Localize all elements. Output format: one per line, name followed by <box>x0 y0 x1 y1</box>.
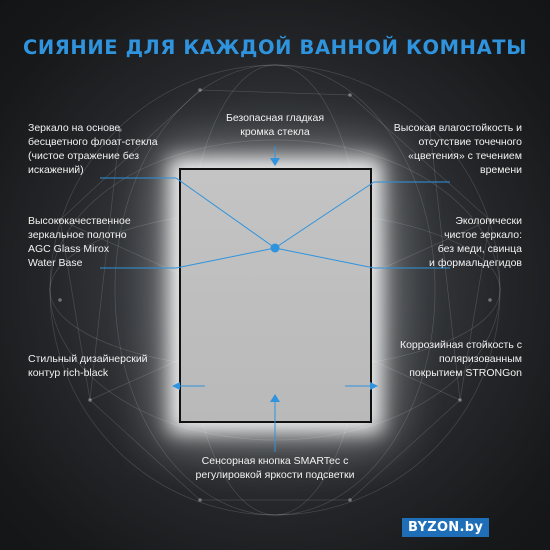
mirror-panel <box>179 168 372 423</box>
label-agc-glass: Высококачественное зеркальное полотно AGC Glass Mirox Water Base <box>28 215 131 269</box>
label-rich-black-contour: Стильный дизайнерский контур rich-black <box>28 353 148 379</box>
label-smartec-button: Сенсорная кнопка SMARTec с регулировкой яркости подсветки <box>195 455 355 481</box>
label-eco-mirror: Экологически чистое зеркало: без меди, свинца и формальдегидов <box>429 215 522 269</box>
watermark-logo: BYZON.by <box>402 518 489 537</box>
page-title: СИЯНИЕ ДЛЯ КАЖДОЙ ВАННОЙ КОМНАТЫ <box>22 36 528 59</box>
label-float-glass: Зеркало на основе бесцветного флоат-стекла (чистое отражение без искажений) <box>28 122 158 176</box>
label-safe-edge: Безопасная гладкая кромка стекла <box>225 112 325 138</box>
label-moisture-resistance: Высокая влагостойкость и отсутствие точечного «цветения» с течением времени <box>393 122 522 176</box>
label-corrosion-resistance: Коррозийная стойкость с поляризованным покрытием STRONGon <box>399 339 522 379</box>
